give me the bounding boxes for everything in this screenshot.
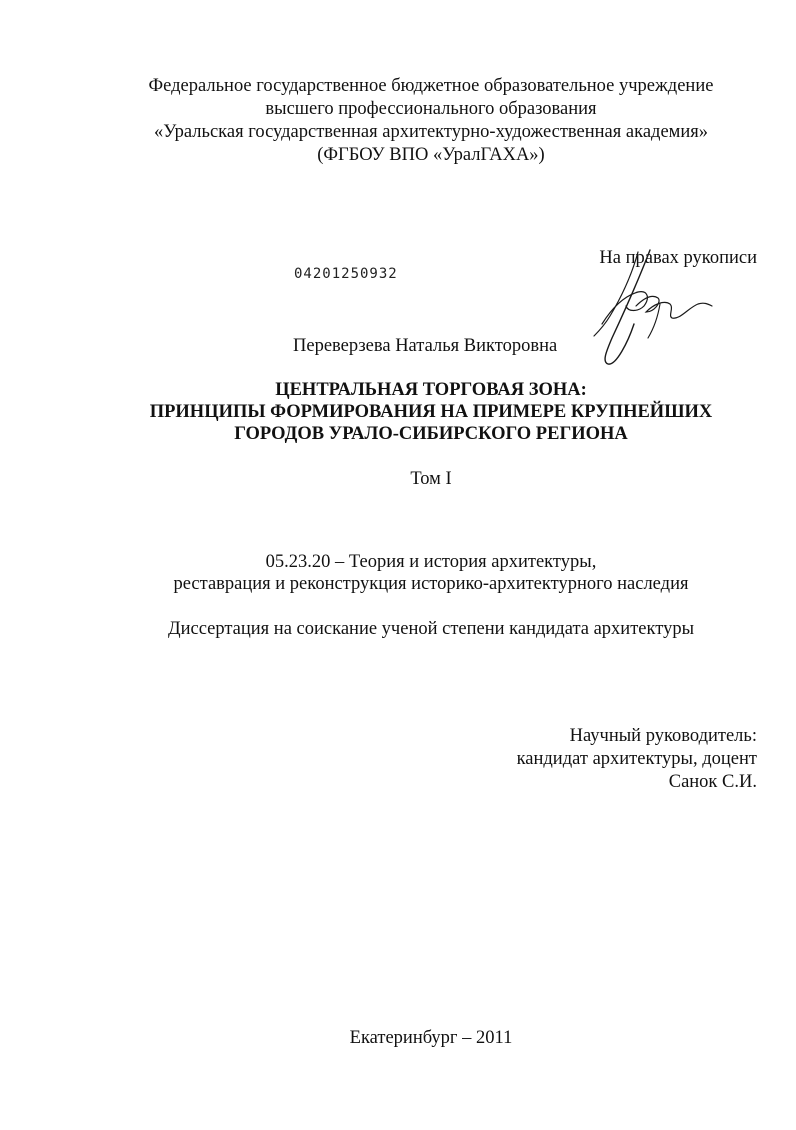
archive-number: 04201250932 (294, 266, 398, 282)
city-year: Екатеринбург – 2011 (349, 1028, 513, 1048)
supervisor-name: Санок С.И. (668, 772, 757, 792)
specialty (0, 551, 796, 595)
manuscript-note: На правах рукописи (599, 248, 757, 268)
institution-line-1: Федеральное государственное бюджетное образовательное учреждение (148, 76, 714, 96)
author-name: Переверзева Наталья Викторовна (293, 336, 558, 356)
signature-icon (588, 246, 718, 371)
degree-statement: Диссертация на соискание ученой степени кандидата архитектуры (167, 619, 695, 639)
title-line-2: ПРИНЦИПЫ ФОРМИРОВАНИЯ НА ПРИМЕРЕ КРУПНЕЙШИХ (149, 402, 713, 422)
dissertation-title (0, 379, 796, 445)
institution-line-4: (ФГБОУ ВПО «УралГАХА») (317, 145, 545, 165)
specialty-line-1: 05.23.20 – Теория и история архитектуры, (265, 552, 597, 572)
title-line-3: ГОРОДОВ УРАЛО-СИБИРСКОГО РЕГИОНА (234, 424, 628, 444)
institution-header (0, 75, 796, 167)
supervisor-label: Научный руководитель: (569, 726, 757, 746)
supervisor-block (517, 725, 757, 794)
title-line-1: ЦЕНТРАЛЬНАЯ ТОРГОВАЯ ЗОНА: (275, 380, 587, 400)
institution-line-3: «Уральская государственная архитектурно-художественная академия» (153, 122, 709, 142)
institution-line-2: высшего профессионального образования (265, 99, 597, 119)
specialty-line-2: реставрация и реконструкция историко-архитектурного наследия (173, 574, 689, 594)
volume-label: Том I (410, 469, 452, 489)
supervisor-credentials: кандидат архитектуры, доцент (516, 749, 757, 769)
